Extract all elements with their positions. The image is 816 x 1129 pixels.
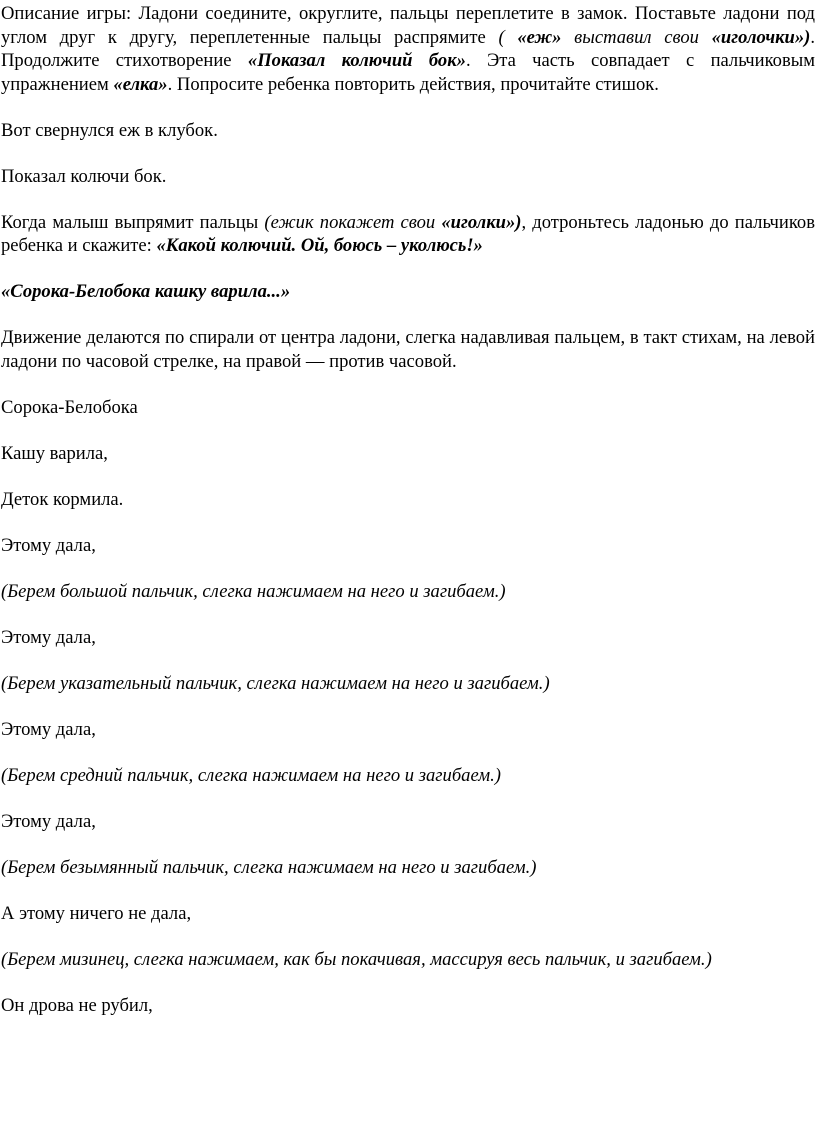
poem-note: (Берем мизинец, слегка нажимаем, как бы покачивая, массируя весь пальчик, и загибаем.) — [1, 948, 712, 970]
intro-quote-needles: «иголочки») — [711, 26, 811, 48]
verse-line: Показал колючи бок. — [1, 165, 167, 187]
intro-text-2: . Продолжите стихотворение — [1, 26, 815, 72]
poem-note: (Берем средний пальчик, слегка нажимаем на него и загибаем.) — [1, 764, 501, 786]
game-description-paragraph — [1, 2, 815, 96]
intro-text-3: . Эта часть совпадает с пальчиковым упражнением — [1, 50, 815, 95]
para2-text-1: Когда малыш выпрямит пальцы — [1, 211, 265, 233]
poem-line: А этому ничего не дала, — [1, 902, 192, 924]
movement-description: Движение делаются по спирали от центра ладони, слегка надавливая пальцем, в такт стихам, на левой ладони по часовой стрелке, на правой — против часовой. — [1, 327, 815, 372]
para2-italic-note: (ежик покажет свои — [264, 211, 442, 233]
para2-quote-phrase: «Какой колючий. Ой, боюсь – уколюсь!» — [156, 235, 483, 257]
intro-quote-poem-title: «Показал колючий бок» — [247, 50, 466, 72]
poem-line: Этому дала, — [1, 534, 96, 556]
poem-line: Этому дала, — [1, 626, 96, 648]
poem-line: Он дрова не рубил, — [1, 994, 153, 1016]
poem-note: (Берем указательный пальчик, слегка нажимаем на него и загибаем.) — [1, 672, 550, 694]
verse-line: Вот свернулся еж в клубок. — [1, 119, 218, 141]
poem-line: Кашу варила, — [1, 442, 108, 464]
para2-text-2: , дотроньтесь ладонью до пальчиков ребенка и скажите: — [1, 211, 815, 257]
section-heading: «Сорока-Белобока кашку варила...» — [1, 281, 291, 303]
poem-line: Деток кормила. — [1, 488, 124, 510]
poem-line: Этому дала, — [1, 810, 96, 832]
intro-quote-hedgehog: «еж» — [517, 26, 562, 48]
poem-line: Сорока-Белобока — [1, 396, 138, 418]
poem-line: Этому дала, — [1, 718, 96, 740]
instruction-paragraph — [1, 211, 815, 258]
intro-text-italic: выставил свои — [561, 26, 712, 48]
intro-text-4: . Попросите ребенка повторить действия, прочитайте стишок. — [167, 73, 659, 95]
intro-paren-open: ( — [498, 26, 518, 48]
poem-note: (Берем большой пальчик, слегка нажимаем на него и загибаем.) — [1, 580, 506, 602]
para2-quote-needles: «иголки») — [441, 211, 522, 233]
intro-text-1: Описание игры: Ладони соедините, округлите, пальцы переплетите в замок. Поставьте ладони под углом друг к другу, переплетенные пальцы распрямите — [1, 3, 815, 48]
poem-note: (Берем безымянный пальчик, слегка нажимаем на него и загибаем.) — [1, 856, 537, 878]
intro-quote-fir-tree: «елка» — [113, 73, 168, 95]
